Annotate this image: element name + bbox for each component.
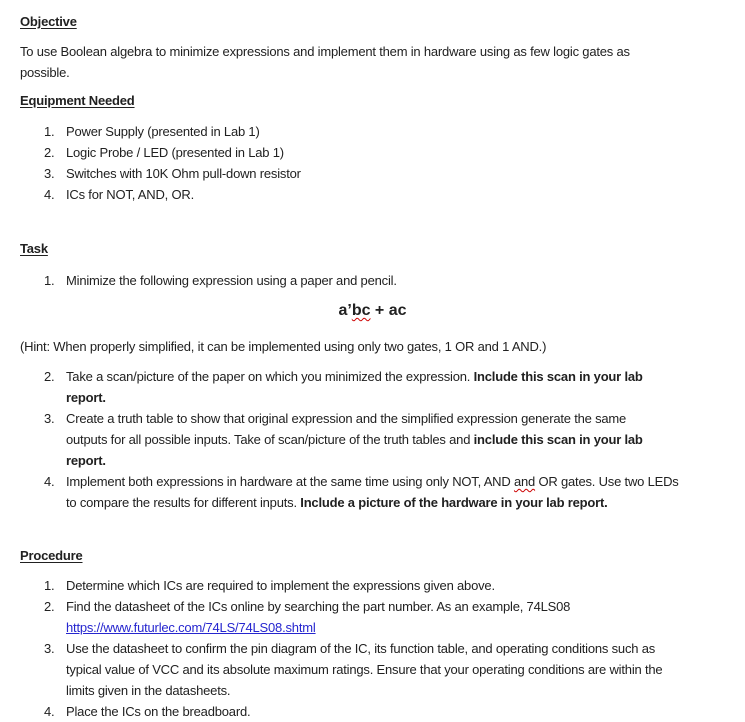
list-number: 3. [44,411,55,426]
objective-paragraph-line2: possible. [20,65,70,80]
equipment-item-1 [20,121,725,142]
text-line: Use the datasheet to confirm the pin diagram of the IC, its function table, and operating conditions such as [66,641,656,656]
equipment-heading: Equipment Needed [20,93,135,108]
equipment-item-2 [20,142,725,163]
bold-run: include this scan in your lab [473,432,643,447]
procedure-item-text [66,638,725,701]
text-line [66,369,643,384]
text-run: OR gates. Use two LEDs [535,474,679,489]
procedure-item-2 [20,596,725,638]
task-item-4 [20,471,725,513]
equipment-item-text: ICs for NOT, AND, OR. [66,187,194,202]
list-number: 3. [44,166,55,181]
procedure-list [20,575,725,722]
list-number: 3. [44,641,55,656]
task-item-2 [20,366,725,408]
list-number: 4. [44,187,55,202]
equipment-item-3 [20,163,725,184]
text-line: typical value of VCC and its absolute maximum ratings. Ensure that your operating conditions are within the [66,662,663,677]
equipment-item-text: Logic Probe / LED (presented in Lab 1) [66,145,284,160]
procedure-item-1 [20,575,725,596]
expression-misspelled-segment: bc [351,302,371,319]
procedure-heading: Procedure [20,548,83,563]
procedure-item-text [66,596,725,638]
equipment-item-text: Power Supply (presented in Lab 1) [66,124,260,139]
text-line: Find the datasheet of the ICs online by searching the part number. As an example, 74LS08 [66,599,571,614]
bold-run: Include a picture of the hardware in your lab report. [300,495,608,510]
objective-paragraph [20,41,725,83]
list-number: 1. [44,578,55,593]
objective-paragraph-line1: To use Boolean algebra to minimize expressions and implement them in hardware using as few logic gates as [20,44,630,59]
list-number: 2. [44,599,55,614]
text-run: to compare the results for different inputs. [66,495,301,510]
text-line [66,492,725,513]
task-item-text: Minimize the following expression using a paper and pencil. [66,273,397,288]
datasheet-hyperlink[interactable]: https://www.futurlec.com/74LS/74LS08.shtml [66,620,316,635]
text-line [66,471,725,492]
text-line: limits given in the datasheets. [66,683,231,698]
task-item-text [66,471,725,513]
task-item-1 [20,270,725,291]
task-item-text [66,408,725,471]
task-heading: Task [20,241,48,256]
task-item-text [66,369,725,408]
procedure-item-text: Place the ICs on the breadboard. [66,704,251,719]
text-line [66,429,725,450]
list-number: 2. [44,145,55,160]
list-number: 1. [44,124,55,139]
list-number: 4. [44,474,55,489]
grammar-flagged-run: and [513,474,536,489]
equipment-item-text: Switches with 10K Ohm pull-down resistor [66,166,301,181]
boolean-expression [20,300,725,322]
expression-prefix: a’ [338,302,352,319]
list-number: 1. [44,273,55,288]
list-number: 2. [44,369,55,384]
procedure-item-text: Determine which ICs are required to implement the expressions given above. [66,578,495,593]
text-run: outputs for all possible inputs. Take of scan/picture of the truth tables and [66,432,474,447]
bold-run: Include this scan in your lab [473,369,643,384]
bold-run: report. [66,390,106,405]
procedure-item-3 [20,638,725,701]
task-item-3 [20,408,725,471]
text-run: Take a scan/picture of the paper on which you minimized the expression. [66,369,474,384]
expression-suffix: + ac [370,302,407,319]
bold-run: report. [66,453,106,468]
list-number: 4. [44,704,55,719]
equipment-list [20,121,725,205]
procedure-item-4 [20,701,725,722]
text-run: Implement both expressions in hardware at the same time using only NOT, AND [66,474,514,489]
text-line: Create a truth table to show that original expression and the simplified expression generate the same [66,411,627,426]
task-list-continued [20,366,725,513]
equipment-item-4 [20,184,725,205]
objective-heading: Objective [20,14,77,29]
hint-text: (Hint: When properly simplified, it can be implemented using only two gates, 1 OR and 1 AND.) [20,339,547,354]
